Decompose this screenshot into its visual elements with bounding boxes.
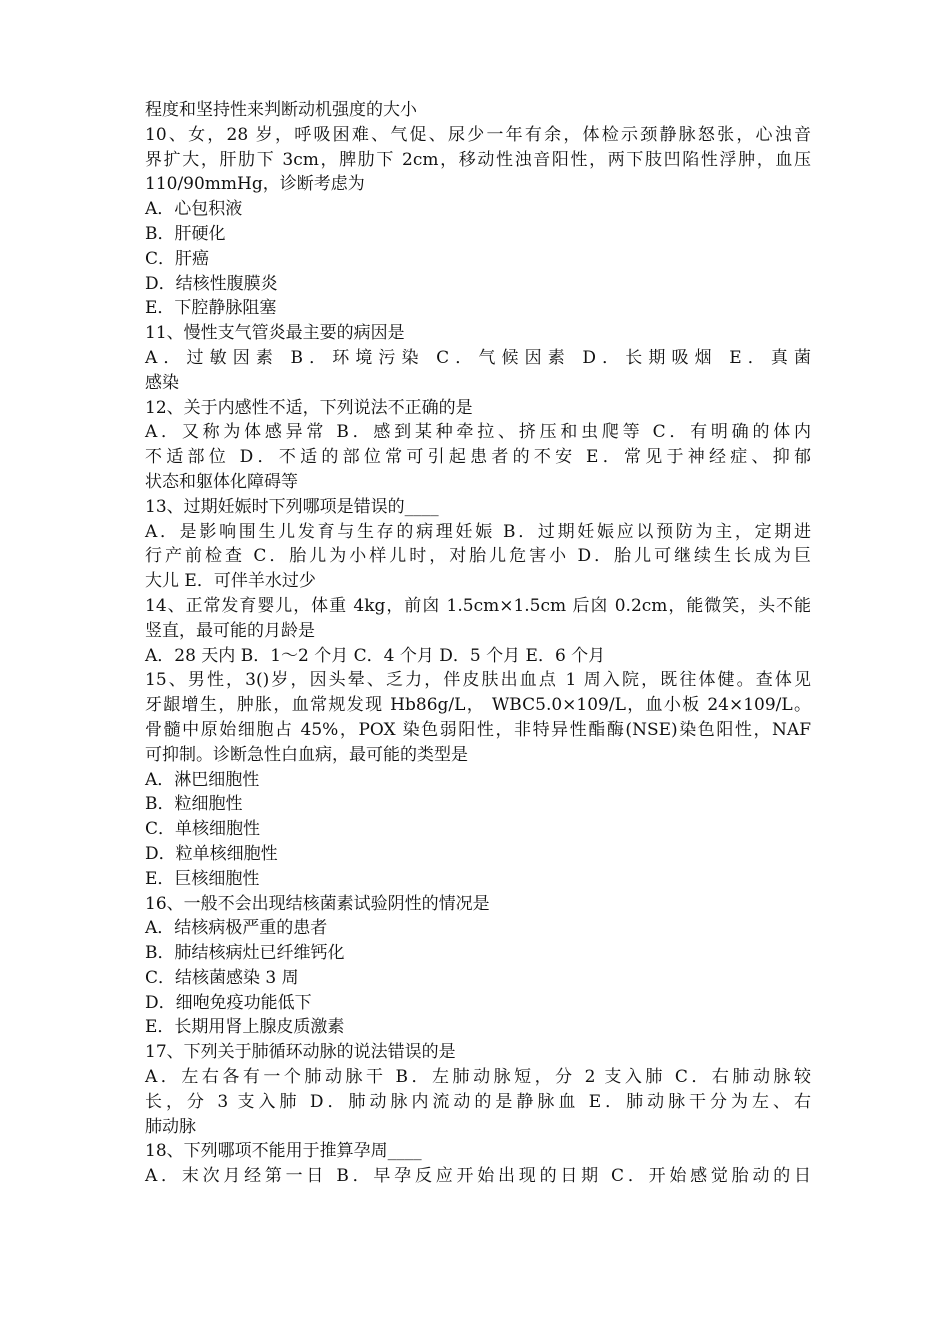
text-line: 骨髓中原始细胞占 45%，POX 染色弱阳性，非特异性酯酶(NSE)染色阳性，NAF	[145, 719, 811, 740]
text-line: 程度和坚持性来判断动机强度的大小	[145, 100, 417, 120]
text-line: A．结核病极严重的患者	[145, 918, 328, 939]
text-line: A．是影响围生儿发育与生存的病理妊娠 B．过期妊娠应以预防为主，定期进	[145, 521, 811, 542]
text-line: C．结核菌感染 3 周	[145, 967, 299, 988]
text-line: 界扩大，肝肋下 3cm，脾肋下 2cm，移动性浊音阳性，两下肢凹陷性浮肿，血压	[145, 149, 811, 170]
text-line: E．长期用肾上腺皮质激素	[145, 1017, 345, 1038]
text-line: 13、过期妊娠时下列哪项是错误的____	[145, 496, 439, 517]
text-line: 14、正常发育婴儿，体重 4kg，前囟 1.5cm×1.5cm 后囟 0.2cm，能微笑，头不能	[145, 595, 811, 616]
text-line: 长，分 3 支入肺 D．肺动脉内流动的是静脉血 E．肺动脉干分为左、右	[145, 1091, 811, 1112]
text-line: 可抑制。诊断急性白血病，最可能的类型是	[145, 744, 468, 765]
text-line: A．又称为体感异常 B．感到某种牵拉、挤压和虫爬等 C．有明确的体内	[145, 422, 811, 443]
text-line: A．心包积液	[145, 199, 243, 220]
text-line: 不适部位 D．不适的部位常可引起患者的不安 E．常见于神经症、抑郁	[145, 447, 811, 468]
text-line: 16、一般不会出现结核菌素试验阴性的情况是	[145, 893, 490, 914]
text-line: 15、男性，3()岁，因头晕、乏力，伴皮肤出血点 1 周入院，既往体健。查体见	[145, 670, 811, 691]
text-line: A．28 天内 B．1～2 个月 C．4 个月 D．5 个月 E．6 个月	[145, 645, 606, 666]
text-line: A．末次月经第一日 B．早孕反应开始出现的日期 C．开始感觉胎动的日	[145, 1166, 811, 1187]
text-line: B．粒细胞性	[145, 794, 243, 815]
text-line: B．肝硬化	[145, 223, 226, 244]
text-line: E．下腔静脉阻塞	[145, 298, 277, 319]
text-line: A．过敏因素 B．环境污染 C．气候因素 D．长期吸烟 E．真菌	[145, 347, 811, 368]
text-line: 竖直，最可能的月龄是	[145, 620, 315, 641]
text-line: D．细咆免疫功能低下	[145, 992, 312, 1013]
text-line: 大儿 E．可伴羊水过少	[145, 571, 316, 592]
text-line: 行产前检查 C．胎儿为小样儿时，对胎儿危害小 D．胎儿可继续生长成为巨	[145, 546, 811, 567]
text-line: 状态和躯体化障碍等	[145, 471, 298, 492]
text-line: 18、下列哪项不能用于推算孕周____	[145, 1141, 422, 1162]
text-line: D．粒单核细胞性	[145, 843, 278, 864]
text-line: 11、慢性支气管炎最主要的病因是	[145, 323, 405, 344]
document-body	[145, 98, 811, 1189]
text-line: 10、女，28 岁，呼吸困难、气促、尿少一年有余，体检示颈静脉怒张，心浊音	[145, 124, 811, 145]
text-line: E．巨核细胞性	[145, 868, 260, 889]
text-line: A．淋巴细胞性	[145, 769, 260, 790]
text-line: C．单核细胞性	[145, 819, 261, 840]
text-line: A．左右各有一个肺动脉干 B．左肺动脉短，分 2 支入肺 C．右肺动脉较	[145, 1067, 811, 1088]
text-line: B．肺结核病灶已纤维钙化	[145, 943, 345, 964]
text-line: 12、关于内感性不适，下列说法不正确的是	[145, 397, 473, 418]
text-line: 感染	[145, 372, 179, 393]
text-line: D．结核性腹膜炎	[145, 273, 278, 294]
text-line: 肺动脉	[145, 1116, 196, 1137]
text-line: C．肝癌	[145, 248, 210, 269]
text-line: 110/90mmHg，诊断考虑为	[145, 174, 365, 195]
text-line: 牙龈增生，肿胀，血常规发现 Hb86g/L， WBC5.0×109/L，血小板 24×109/L。	[145, 695, 811, 716]
text-line: 17、下列关于肺循环动脉的说法错误的是	[145, 1042, 456, 1063]
